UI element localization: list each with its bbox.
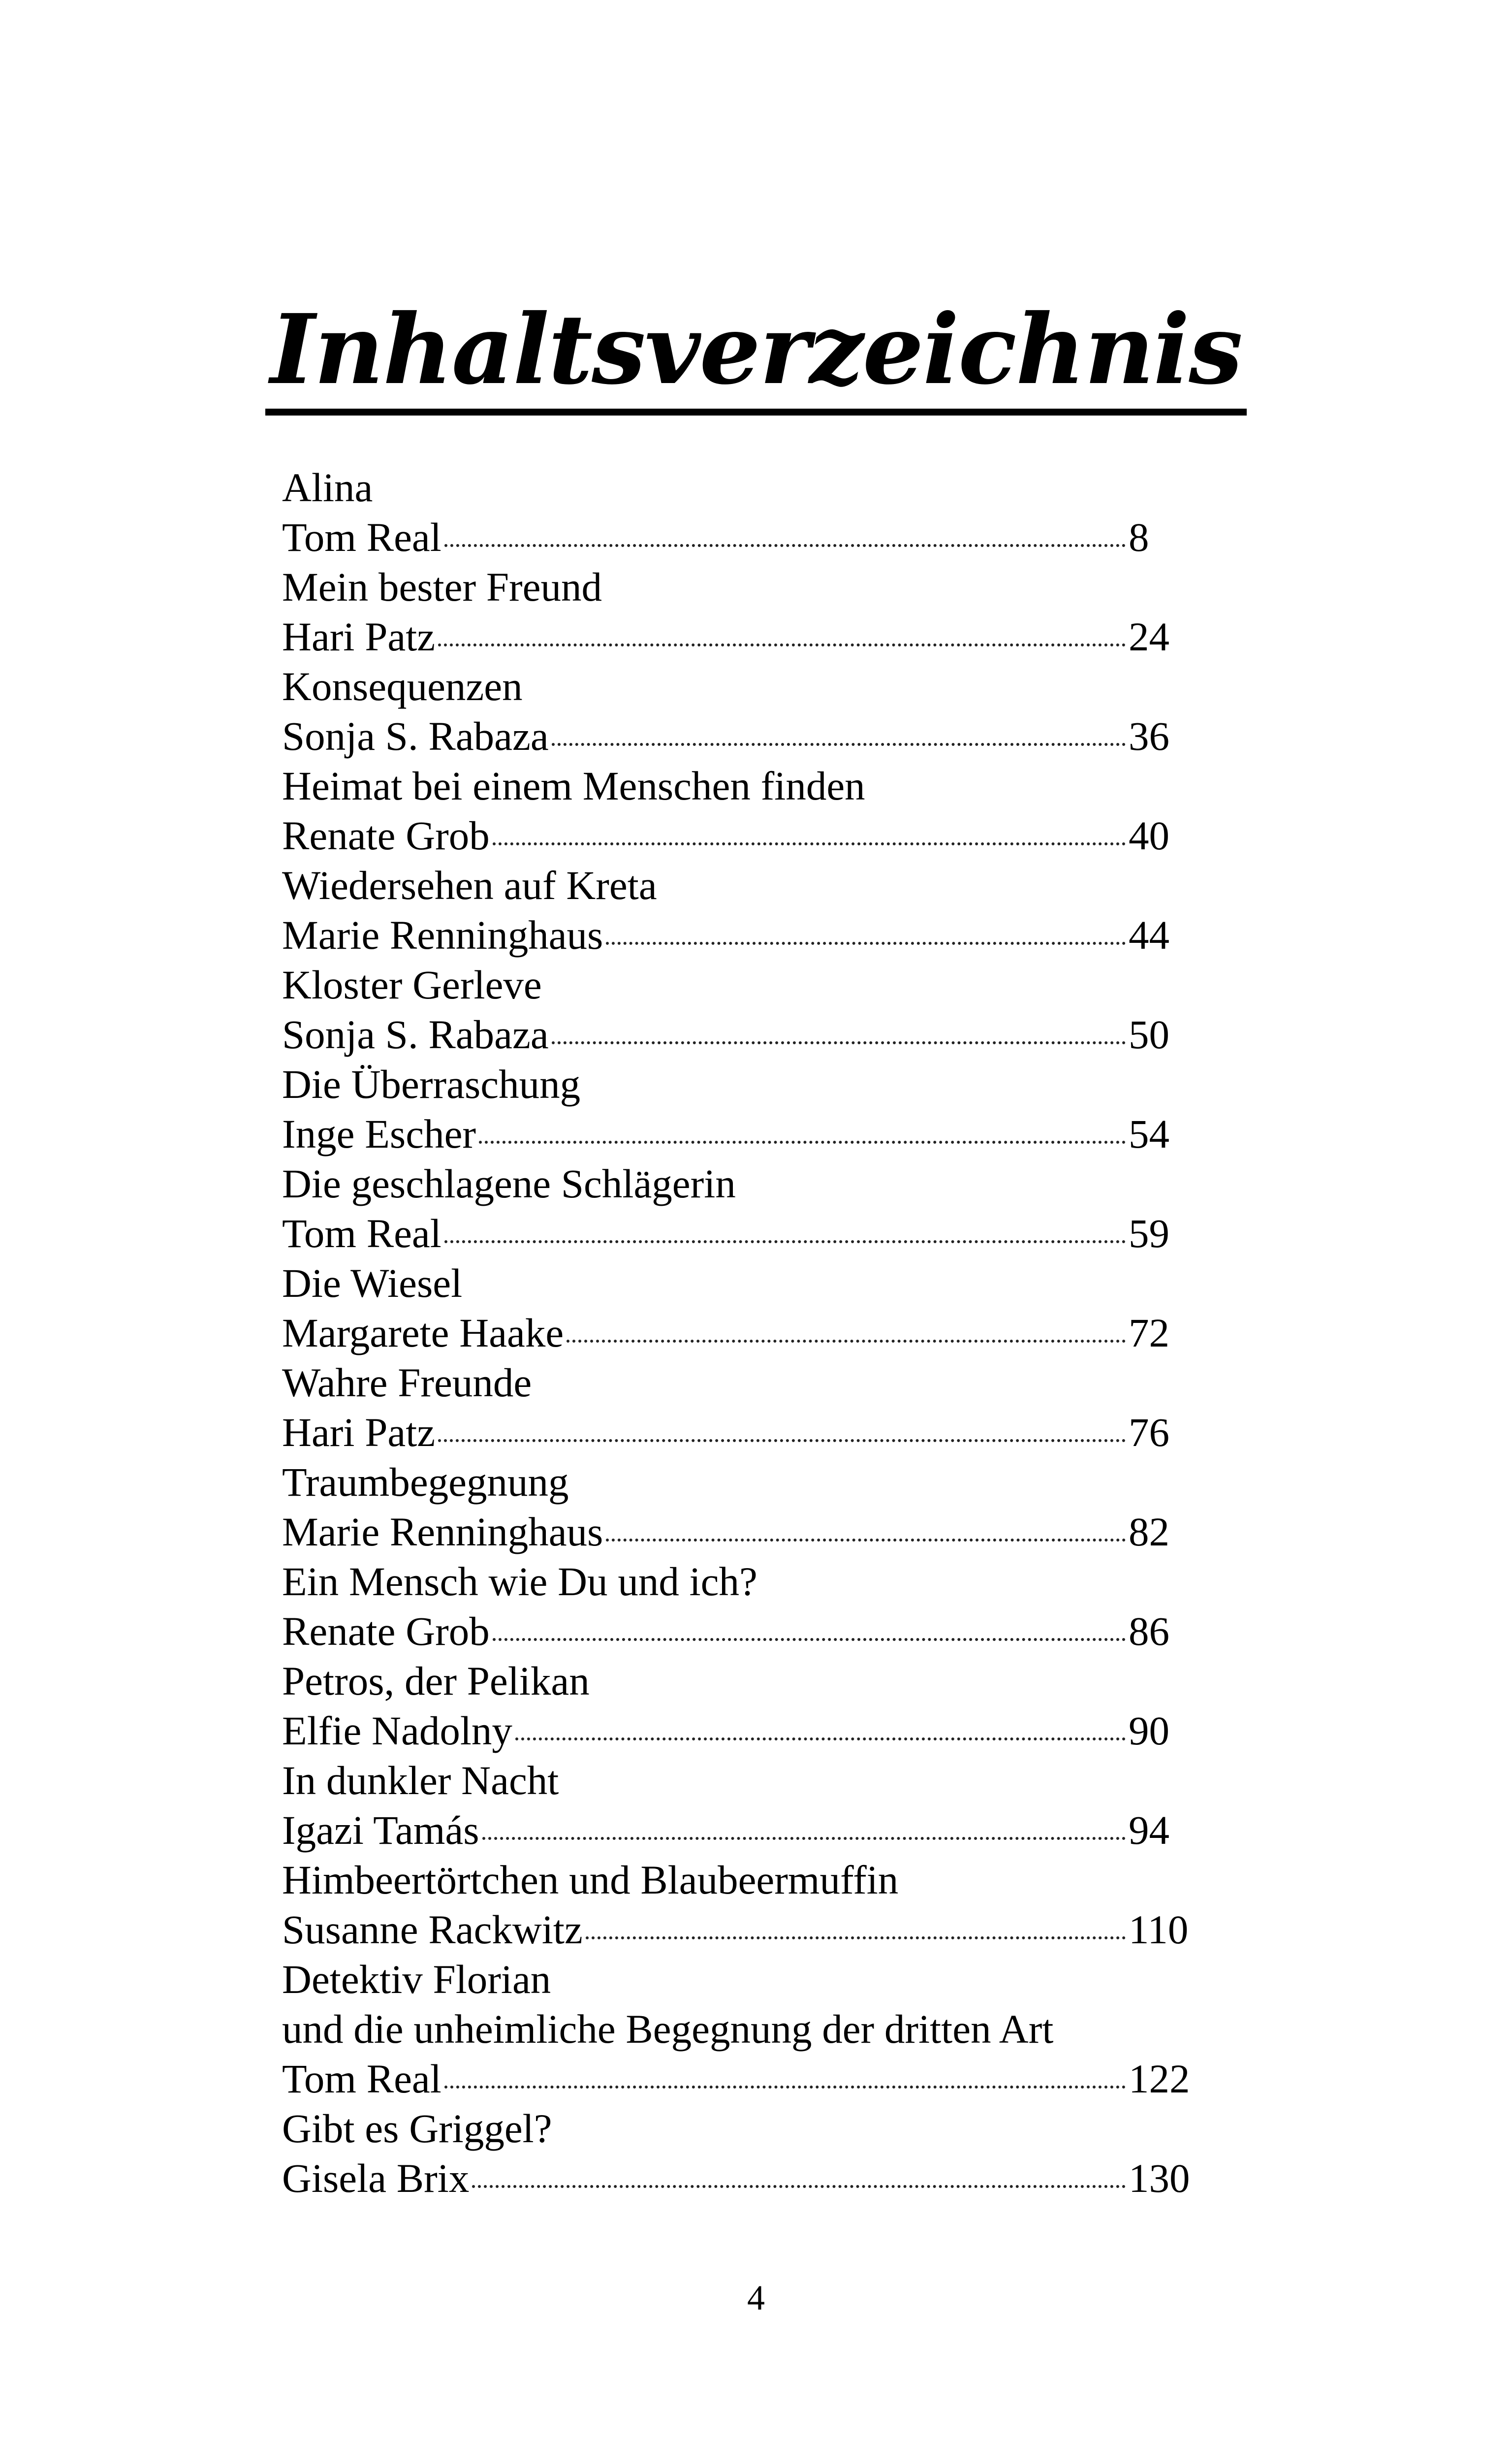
author-name: Gisela Brix xyxy=(282,2155,470,2201)
page-reference: 54 xyxy=(1129,1111,1169,1157)
author-name: Renate Grob xyxy=(282,813,490,858)
story-title: Die geschlagene Schlägerin xyxy=(282,1161,736,1206)
author-name: Elfie Nadolny xyxy=(282,1708,512,1753)
dot-leader xyxy=(606,942,1126,945)
story-title: Wiedersehen auf Kreta xyxy=(282,863,657,908)
toc-entry xyxy=(282,761,1197,861)
dot-leader xyxy=(552,1041,1126,1044)
table-of-contents xyxy=(282,463,1197,2203)
dot-leader xyxy=(444,544,1126,547)
page-title-text: Inhaltsverzeichnis xyxy=(265,290,1247,416)
story-title: Ein Mensch wie Du und ich? xyxy=(282,1559,757,1604)
story-title: Detektiv Florian xyxy=(282,1957,551,2002)
toc-entry xyxy=(282,861,1197,960)
author-row xyxy=(282,711,1197,761)
author-row xyxy=(282,513,1197,562)
toc-entry xyxy=(282,1159,1197,1258)
story-title: Die Überraschung xyxy=(282,1061,581,1107)
dot-leader xyxy=(444,1240,1126,1243)
author-name: Susanne Rackwitz xyxy=(282,1907,583,1952)
author-name: Sonja S. Rabaza xyxy=(282,713,549,759)
story-title: Petros, der Pelikan xyxy=(282,1658,590,1704)
author-name: Inge Escher xyxy=(282,1111,476,1157)
dot-leader xyxy=(493,1638,1126,1641)
toc-entry xyxy=(282,1457,1197,1557)
dot-leader xyxy=(515,1737,1126,1740)
page-reference: 36 xyxy=(1129,713,1169,759)
dot-leader xyxy=(567,1340,1126,1343)
author-name: Renate Grob xyxy=(282,1608,490,1654)
toc-entry xyxy=(282,1955,1197,2104)
author-row xyxy=(282,1507,1197,1557)
story-title: In dunkler Nacht xyxy=(282,1758,559,1803)
author-name: Hari Patz xyxy=(282,1410,436,1455)
author-name: Sonja S. Rabaza xyxy=(282,1012,549,1057)
toc-entry xyxy=(282,1060,1197,1159)
toc-entry xyxy=(282,463,1197,562)
author-row xyxy=(282,1408,1197,1457)
story-title: Konsequenzen xyxy=(282,664,523,709)
author-row xyxy=(282,612,1197,662)
author-row xyxy=(282,2154,1197,2203)
author-row xyxy=(282,1706,1197,1756)
page-reference: 72 xyxy=(1129,1310,1169,1355)
story-title: Heimat bei einem Menschen finden xyxy=(282,763,865,808)
page-reference: 86 xyxy=(1129,1608,1169,1654)
toc-entry xyxy=(282,1656,1197,1756)
author-row xyxy=(282,2054,1197,2104)
dot-leader xyxy=(552,743,1126,746)
page-title xyxy=(0,290,1512,416)
author-row xyxy=(282,1109,1197,1159)
dot-leader xyxy=(482,1837,1126,1840)
author-row xyxy=(282,1308,1197,1358)
page-number: 4 xyxy=(747,2278,765,2317)
toc-entry xyxy=(282,562,1197,662)
page-reference: 8 xyxy=(1129,514,1149,560)
story-title: Gibt es Griggel? xyxy=(282,2106,552,2151)
author-name: Marie Renninghaus xyxy=(282,1509,603,1554)
page-reference: 130 xyxy=(1129,2155,1190,2201)
author-name: Tom Real xyxy=(282,514,441,560)
dot-leader xyxy=(438,643,1126,646)
toc-entry xyxy=(282,1258,1197,1358)
author-name: Tom Real xyxy=(282,2056,441,2101)
story-title: Kloster Gerleve xyxy=(282,962,542,1007)
page-reference: 76 xyxy=(1129,1410,1169,1455)
toc-entry xyxy=(282,662,1197,761)
author-name: Igazi Tamás xyxy=(282,1807,479,1853)
story-title: Wahre Freunde xyxy=(282,1360,532,1405)
author-row xyxy=(282,1010,1197,1060)
story-title: Traumbegegnung xyxy=(282,1459,569,1505)
story-title: Alina xyxy=(282,465,373,510)
author-row xyxy=(282,1905,1197,1955)
dot-leader xyxy=(586,1936,1126,1939)
page-reference: 110 xyxy=(1129,1907,1189,1952)
author-row xyxy=(282,910,1197,960)
page-reference: 94 xyxy=(1129,1807,1169,1853)
author-name: Marie Renninghaus xyxy=(282,912,603,958)
author-row xyxy=(282,811,1197,861)
dot-leader xyxy=(472,2185,1126,2188)
toc-entry xyxy=(282,2104,1197,2203)
toc-entry xyxy=(282,1855,1197,1955)
author-name: Margarete Haake xyxy=(282,1310,564,1355)
page-reference: 40 xyxy=(1129,813,1169,858)
page-reference: 82 xyxy=(1129,1509,1169,1554)
toc-entry xyxy=(282,1756,1197,1855)
page-reference: 90 xyxy=(1129,1708,1169,1753)
page-reference: 24 xyxy=(1129,614,1169,659)
toc-entry xyxy=(282,1557,1197,1656)
author-name: Hari Patz xyxy=(282,614,436,659)
story-title: und die unheimliche Begegnung der dritten Art xyxy=(282,2006,1054,2052)
page-reference: 44 xyxy=(1129,912,1169,958)
page-reference: 122 xyxy=(1129,2056,1190,2101)
dot-leader xyxy=(438,1439,1126,1442)
author-row xyxy=(282,1805,1197,1855)
dot-leader xyxy=(444,2086,1126,2089)
author-row xyxy=(282,1209,1197,1258)
story-title: Die Wiesel xyxy=(282,1260,463,1306)
story-title: Himbeertörtchen und Blaubeermuffin xyxy=(282,1857,899,1902)
page-reference: 59 xyxy=(1129,1211,1169,1256)
author-name: Tom Real xyxy=(282,1211,441,1256)
author-row xyxy=(282,1607,1197,1656)
dot-leader xyxy=(606,1539,1126,1542)
page-reference: 50 xyxy=(1129,1012,1169,1057)
toc-entry xyxy=(282,1358,1197,1457)
dot-leader xyxy=(493,842,1126,845)
toc-entry xyxy=(282,960,1197,1060)
dot-leader xyxy=(479,1141,1126,1144)
story-title: Mein bester Freund xyxy=(282,564,602,610)
